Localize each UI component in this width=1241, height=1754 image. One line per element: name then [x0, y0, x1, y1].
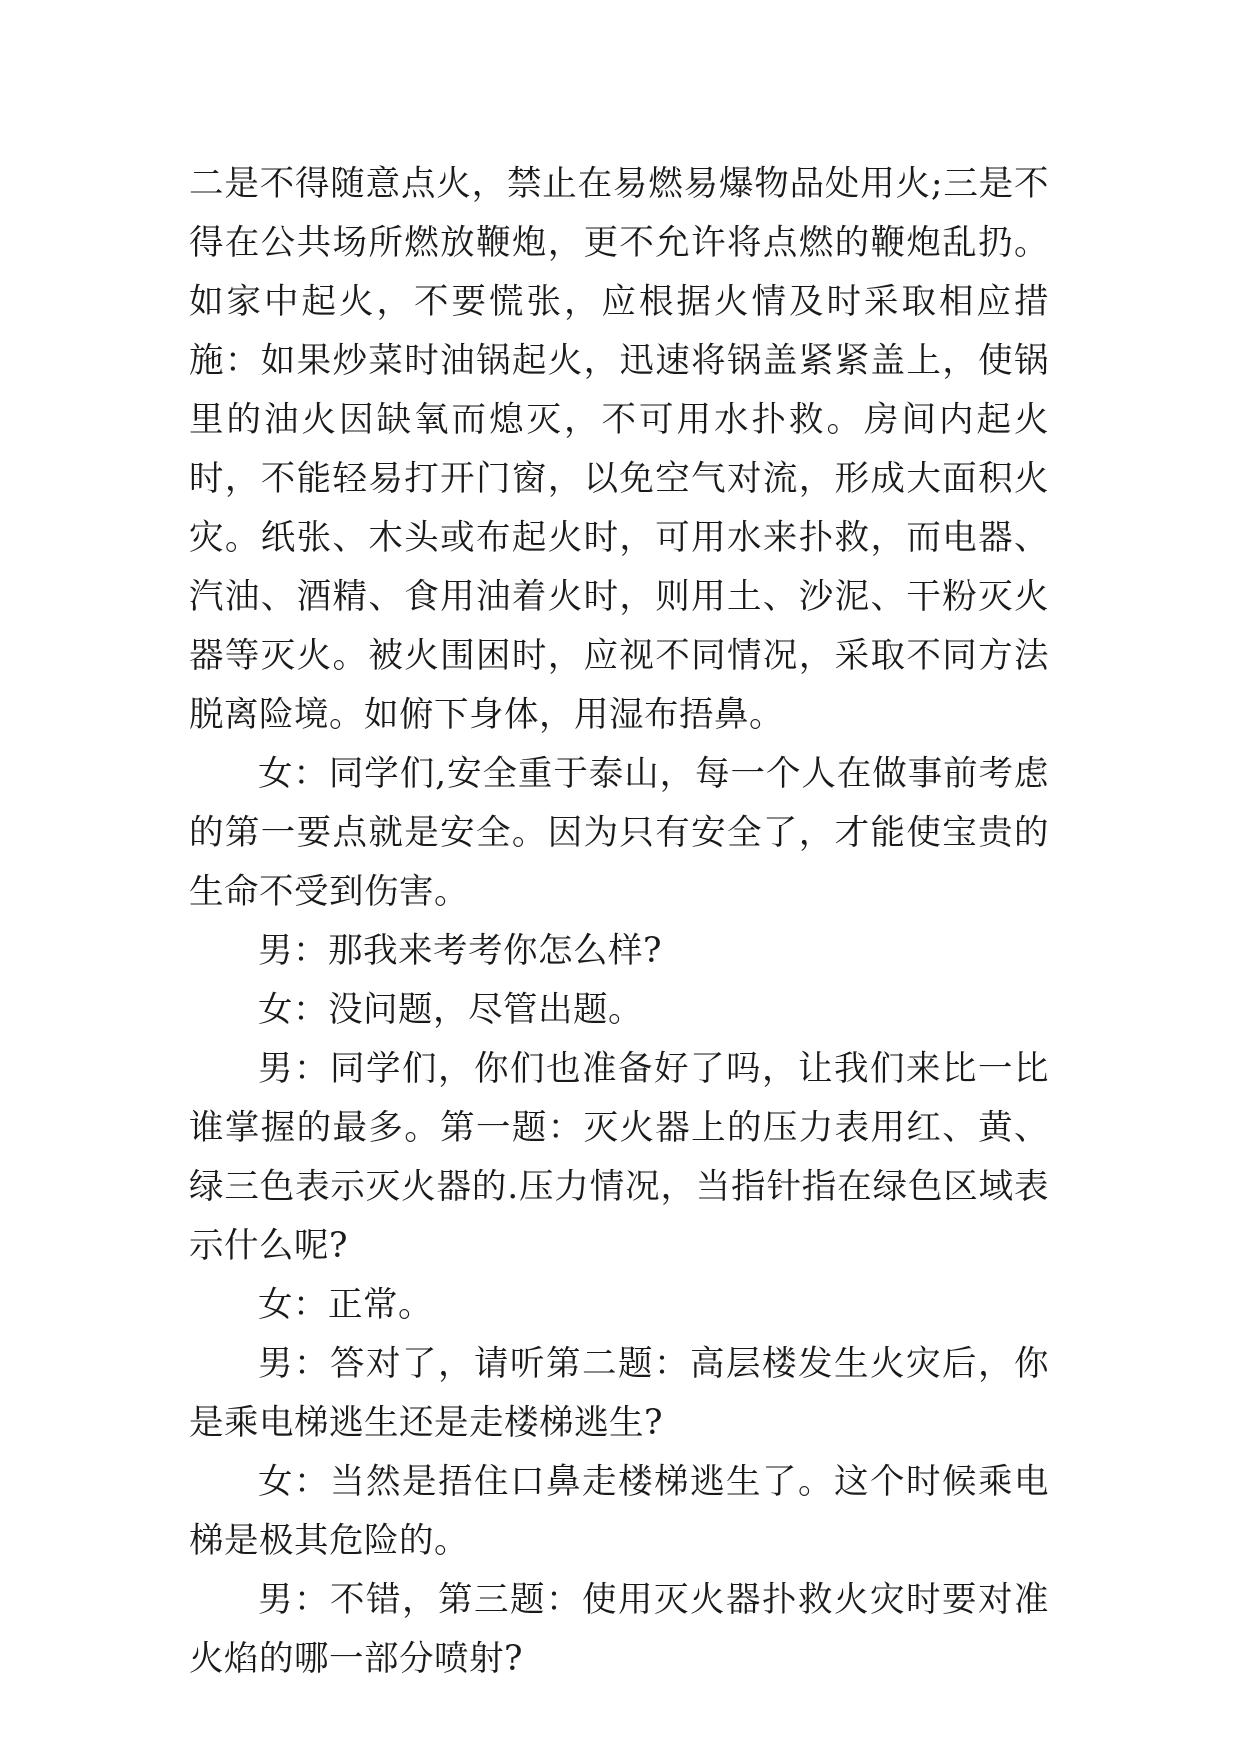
paragraph-6: 女：正常。: [258, 1285, 433, 1325]
paragraph-1: 二是不得随意点火，禁止在易燃易爆物品处用火;三是不得在公共场所燃放鞭炮，更不允许将点燃的鞭炮乱扔。如家中起火，不要慌张，应根据火情及时采取相应措施：如果炒菜时油锅起火，迅速将锅盖紧紧盖上，使锅里的油火因缺氧而熄灭，不可用水扑救。房间内起火时，不能轻易打开门窗，以免空气对流，形成大面积火灾。纸张、木头或布起火时，可用水来扑救，而电器、汽油、酒精、食用油着火时，则用土、沙泥、干粉灭火器等灭火。被火围困时，应视不同情况，采取不同方法脱离险境。如俯下身体，用湿布捂鼻。: [189, 164, 1049, 735]
paragraph-7: 男：答对了，请听第二题：高层楼发生火灾后，你是乘电梯逃生还是走楼梯逃生?: [189, 1344, 1049, 1443]
paragraph-2: 女：同学们,安全重于泰山，每一个人在做事前考虑的第一要点就是安全。因为只有安全了，才能使宝贵的生命不受到伤害。: [189, 754, 1049, 912]
paragraph-3: 男：那我来考考你怎么样?: [258, 931, 662, 971]
paragraph-5: 男：同学们，你们也准备好了吗，让我们来比一比谁掌握的最多。第一题：灭火器上的压力表用红、黄、绿三色表示灭火器的.压力情况，当指针指在绿色区域表示什么呢?: [189, 1049, 1049, 1266]
paragraph-4: 女：没问题，尽管出题。: [258, 990, 643, 1030]
paragraph-8: 女：当然是捂住口鼻走楼梯逃生了。这个时候乘电梯是极其危险的。: [189, 1462, 1049, 1561]
document-body: [189, 155, 1049, 1689]
paragraph-9: 男：不错，第三题：使用灭火器扑救火灾时要对准火焰的哪一部分喷射?: [189, 1580, 1049, 1679]
